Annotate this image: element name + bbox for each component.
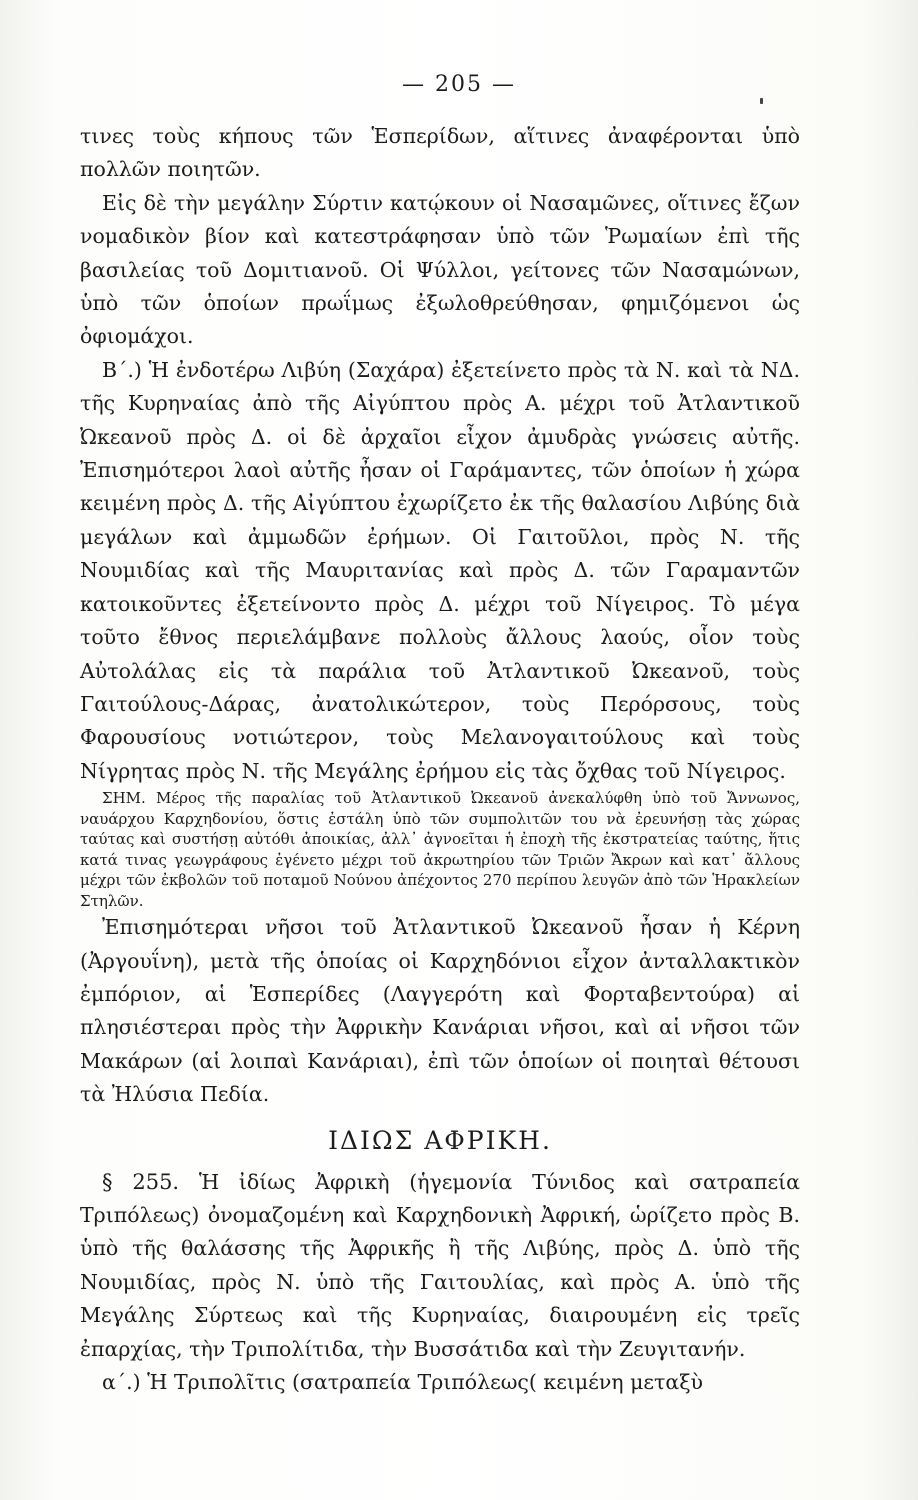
paragraph-5 xyxy=(80,1166,800,1366)
paragraph-6: α΄.) Ἡ Τριπολῖτις (σατραπεία Τριπόλεως( κειμένη μεταξὺ xyxy=(102,1370,703,1394)
page-number: — 205 — xyxy=(402,72,516,97)
paragraph-2: Εἰς δὲ τὴν μεγάλην Σύρτιν κατῴκουν οἱ Νασαμῶνες, οἵτινες ἔζων νομαδικὸν βίον καὶ κατεστράφησαν ὑπὸ τῶν Ῥωμαίων ἐπὶ τῆς βασιλείας τοῦ Δομιτιανοῦ. Οἱ Ψύλλοι, γείτονες τῶν Νασαμώνων, ὑπὸ τῶν ὁποίων πρωΐμως ἐξωλοθρεύθησαν, φημιζόμενοι ὡς ὀφιομάχοι. xyxy=(80,190,800,349)
section-number: § 255. xyxy=(102,1169,180,1194)
ink-speck xyxy=(760,98,763,104)
paragraph-4: Ἐπισημότεραι νῆσοι τοῦ Ἀτλαντικοῦ Ὠκεανοῦ ἦσαν ἡ Κέρνη (Ἀργουΐνη), μετὰ τῆς ὁποίας οἱ Καρχηδόνιοι εἶχον ἀνταλλακτικὸν ἐμπόριον, αἱ Ἑσπερίδες (Λαγγερότη καὶ Φορταβεντούρα) αἱ πλησιέστεραι πρὸς τὴν Ἀφρικὴν Κανάριαι νῆσοι, καὶ αἱ νῆσοι τῶν Μακάρων (αἱ λοιπαὶ Κανάριαι), ἐπὶ τῶν ὁποίων οἱ ποιηταὶ θέτουσι τὰ Ἠλύσια Πεδία. xyxy=(80,915,800,1107)
paragraph-5-text: Ἡ ἰδίως Ἀφρικὴ (ἡγεμονία Τύνιδος καὶ σατραπεία Τριπόλεως) ὀνομαζομένη καὶ Καρχηδονικὴ Ἀφρική, ὡρίζετο πρὸς Β. ὑπὸ τῆς θαλάσσης τῆς Ἀφρικῆς ἢ τῆς Λιβύης, πρὸς Δ. ὑπὸ τῆς Νουμιδίας, πρὸς Ν. ὑπὸ τῆς Γαιτουλίας, καὶ πρὸς Α. ὑπὸ τῆς Μεγάλης Σύρτεως καὶ τῆς Κυρηναίας, διαιρουμένη εἰς τρεῖς ἐπαρχίας, τὴν Τριπολίτιδα, τὴν Βυσσάτιδα καὶ τὴν Ζευγιτανήν. xyxy=(80,1169,800,1361)
footnote: ΣΗΜ. Μέρος τῆς παραλίας τοῦ Ἀτλαντικοῦ Ὠκεανοῦ ἀνεκαλύφθη ὑπὸ τοῦ Ἄννωνος, ναυάρχου Καρχηδονίου, ὅστις ἐστάλη ὑπὸ τῶν συμπολιτῶν του νὰ ἐρευνήσῃ τὰς χώρας ταύτας καὶ συστήσῃ αὐτόθι ἀποικίας, ἀλλ᾽ ἀγνοεῖται ἡ ἐποχὴ τῆς ἐκστρατείας ταύτης, ἥτις κατά τινας γεωγράφους ἐγένετο μέχρι τοῦ ἀκρωτηρίου τῶν Τριῶν Ἄκρων καὶ κατ᾽ ἄλλους μέχρι τῶν ἐκβολῶν τοῦ ποταμοῦ Νούνου ἀπέχοντος 270 περίπου λευγῶν ἀπὸ τῶν Ἡρακλείων Στηλῶν. xyxy=(80,789,800,910)
section-heading: ΙΔΙΩΣ ΑΦΡΙΚΗ. xyxy=(328,1125,552,1155)
page-body xyxy=(80,120,800,1399)
paragraph-1: τινες τοὺς κήπους τῶν Ἑσπερίδων, αἵτινες ἀναφέρονται ὑπὸ πολλῶν ποιητῶν. xyxy=(80,124,800,182)
paragraph-3: Β΄.) Ἡ ἐνδοτέρω Λιβύη (Σαχάρα) ἐξετείνετο πρὸς τὰ Ν. καὶ τὰ ΝΔ. τῆς Κυρηναίας ἀπὸ τῆς Αἰγύπτου πρὸς Α. μέχρι τοῦ Ἀτλαντικοῦ Ὠκεανοῦ πρὸς Δ. οἱ δὲ ἀρχαῖοι εἶχον ἀμυδρὰς γνώσεις αὐτῆς. Ἐπισημότεροι λαοὶ αὐτῆς ἦσαν οἱ Γαράμαντες, τῶν ὁποίων ἡ χώρα κειμένη πρὸς Δ. τῆς Αἰγύπτου ἐχωρίζετο ἐκ τῆς θαλασίου Λιβύης διὰ μεγάλων καὶ ἀμμωδῶν ἐρήμων. Οἱ Γαιτοῦλοι, πρὸς Ν. τῆς Νουμιδίας καὶ τῆς Μαυριτανίας καὶ πρὸς Δ. τῶν Γαραμαντῶν κατοικοῦντες ἐξετείνοντο πρὸς Δ. μέχρι τοῦ Νίγειρος. Τὸ μέγα τοῦτο ἔθνος περιελάμβανε πολλοὺς ἄλλους λαούς, οἷον τοὺς Αὐτολάλας εἰς τὰ παράλια τοῦ Ἀτλαντικοῦ Ὠκεανοῦ, τοὺς Γαιτούλους-Δάρας, ἀνατολικώτερον, τοὺς Περόρσους, τοὺς Φαρουσίους νοτιώτερον, τοὺς Μελανογαιτούλους καὶ τοὺς Νίγρητας πρὸς Ν. τῆς Μεγάλης ἐρήμου εἰς τὰς ὄχθας τοῦ Νίγειρος. xyxy=(80,357,800,783)
